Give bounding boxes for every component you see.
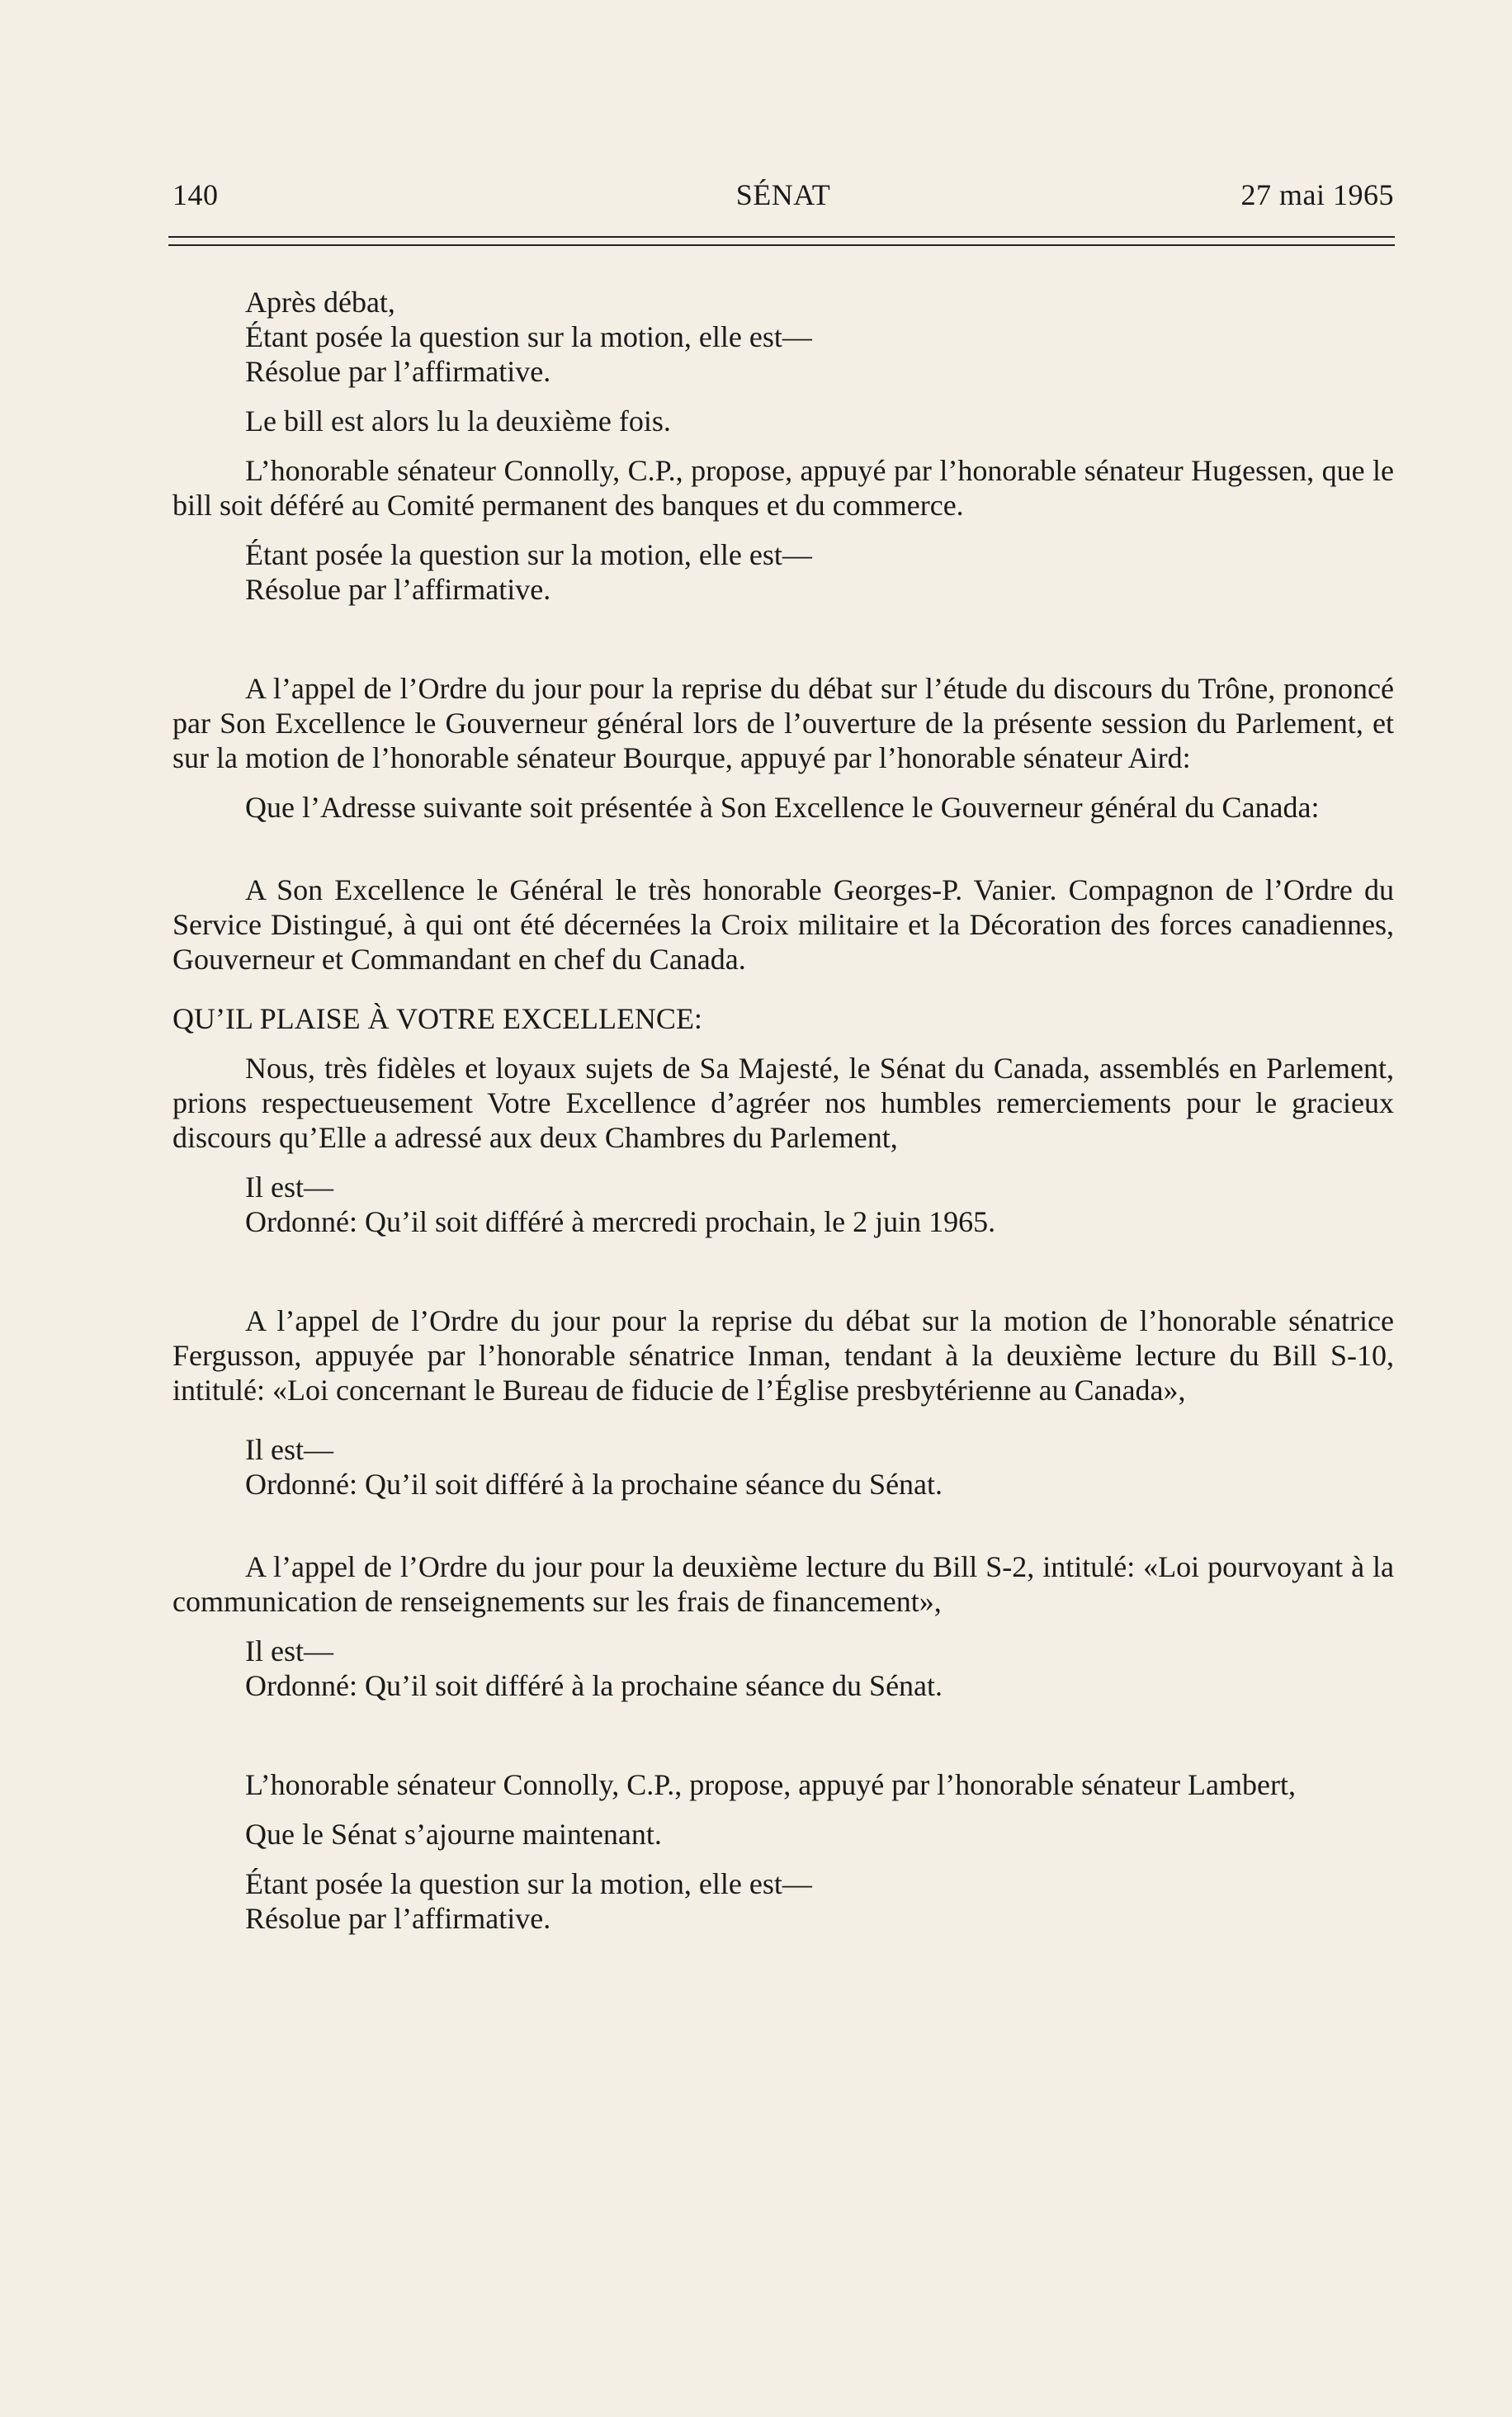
header-rule-bottom — [168, 244, 1395, 246]
question-line: Étant posée la question sur la motion, elle est— — [245, 538, 812, 571]
ordered-line: Ordonné: Qu’il soit différé à mercredi prochain, le 2 juin 1965. — [245, 1205, 996, 1238]
governor-salutation-paragraph: A Son Excellence le Général le très honorable Georges-P. Vanier. Compagnon de l’Ordre du Service Distingué, à qui ont été décernées la Croix militaire et la Décoration des forces canadiennes, Gouverneur et Commandant en chef du Canada. — [172, 873, 1394, 976]
resolution-line: Résolue par l’affirmative. — [245, 355, 551, 388]
address-body-paragraph: Nous, très fidèles et loyaux sujets de Sa Majesté, le Sénat du Canada, assemblés en Parlement, prions respectueusement Votre Excellence d’agréer nos humbles remerciements pour le gracieux discours qu’Elle a adressé aux deux Chambres du Parlement, — [172, 1052, 1394, 1154]
throne-speech-paragraph: A l’appel de l’Ordre du jour pour la reprise du débat sur l’étude du discours du Trône, prononcé par Son Excellence le Gouverneur général lors de l’ouverture de la présente session du Parlement, et sur la motion de l’honorable sénateur Bourque, appuyé par l’honorable sénateur Aird: — [172, 672, 1394, 774]
question-line: Étant posée la question sur la motion, elle est— — [245, 320, 812, 353]
header-date: 27 mai 1965 — [1240, 178, 1394, 211]
resolution-line: Résolue par l’affirmative. — [245, 573, 551, 606]
page-title: SÉNAT — [735, 178, 831, 211]
bill-s2-paragraph: A l’appel de l’Ordre du jour pour la deuxième lecture du Bill S-2, intitulé: «Loi pourvoyant à la communication de renseignements sur les frais de financement», — [172, 1550, 1394, 1618]
order-line: Il est— — [245, 1433, 333, 1466]
debate-line: Après débat, — [245, 286, 395, 319]
page-body — [172, 285, 1394, 1936]
order-line: Il est— — [245, 1171, 333, 1204]
question-line: Étant posée la question sur la motion, elle est— — [245, 1867, 812, 1900]
address-paragraph: Que l’Adresse suivante soit présentée à Son Excellence le Gouverneur général du Canada: — [245, 791, 1320, 824]
order-line: Il est— — [245, 1634, 333, 1667]
second-reading-line: Le bill est alors lu la deuxième fois. — [245, 404, 671, 438]
adjournment-line: Que le Sénat s’ajourne maintenant. — [245, 1818, 662, 1851]
adjournment-motion-paragraph: L’honorable sénateur Connolly, C.P., propose, appuyé par l’honorable sénateur Lambert, — [245, 1768, 1296, 1801]
ordered-line: Ordonné: Qu’il soit différé à la prochaine séance du Sénat. — [245, 1468, 943, 1501]
page-header — [172, 177, 1394, 227]
ordered-line: Ordonné: Qu’il soit différé à la prochaine séance du Sénat. — [245, 1669, 943, 1702]
address-heading: QU’IL PLAISE À VOTRE EXCELLENCE: — [172, 1002, 702, 1035]
referral-motion-paragraph: L’honorable sénateur Connolly, C.P., propose, appuyé par l’honorable sénateur Hugessen, que le bill soit déféré au Comité permanent des banques et du commerce. — [172, 454, 1394, 522]
resolution-line: Résolue par l’affirmative. — [245, 1902, 551, 1935]
page-number: 140 — [172, 178, 219, 211]
header-rule-top — [168, 236, 1395, 238]
bill-s10-paragraph: A l’appel de l’Ordre du jour pour la reprise du débat sur la motion de l’honorable sénatrice Fergusson, appuyée par l’honorable sénatrice Inman, tendant à la deuxième lecture du Bill S-10, intitulé: «Loi concernant le Bureau de fiducie de l’Église presbytérienne au Canada», — [172, 1304, 1394, 1407]
